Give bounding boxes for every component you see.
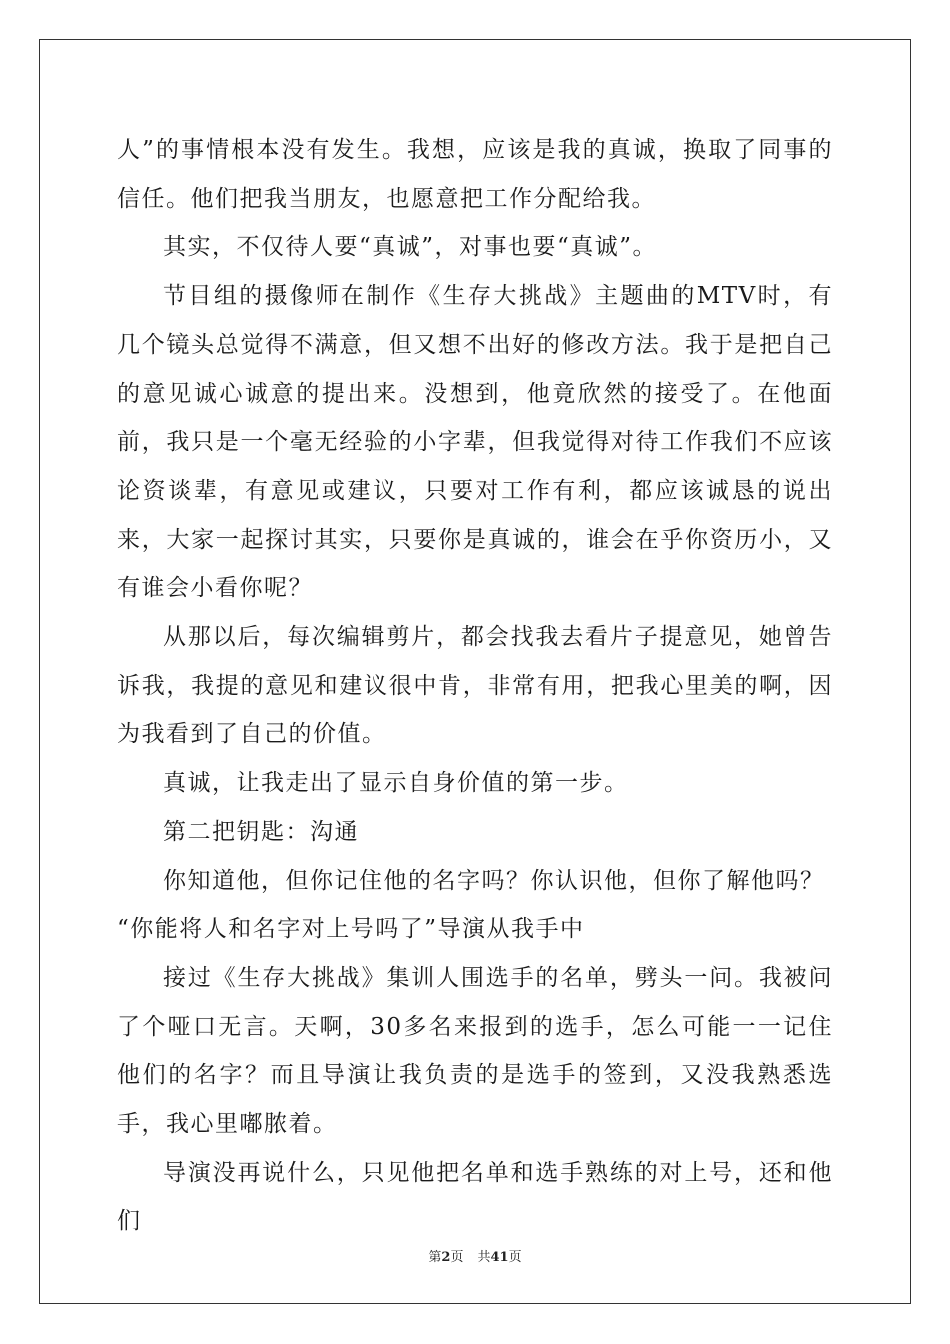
paragraph: 接过《生存大挑战》集训人围选手的名单，劈头一问。我被问了个哑口无言。天啊，30多名来报到的选手，怎么可能一一记住他们的名字？而且导演让我负责的是选手的签到，又没我熟悉选手，我心里嘟脓着。 [117,964,833,1138]
section-heading: 第二把钥匙：沟通 [163,818,359,845]
paragraph: 节目组的摄像师在制作《生存大挑战》主题曲的MTV时，有几个镜头总觉得不满意，但又想不出好的修改方法。我于是把自己的意见诚心诚意的提出来。没想到，他竟欣然的接受了。在他面前，我只是一个毫无经验的小字辈，但我觉得对待工作我们不应该论资谈辈，有意见或建议，只要对工作有利，都应该诚恳的说出来，大家一起探讨其实，只要你是真诚的，谁会在乎你资历小，又有谁会小看你呢？ [117,283,833,602]
page-suffix: 页 [450,1250,464,1265]
page-footer [0,1246,950,1265]
paragraph: 导演没再说什么，只见他把名单和选手熟练的对上号，还和他们 [117,1159,833,1235]
paragraph: 从那以后，每次编辑剪片，都会找我去看片子提意见，她曾告诉我，我提的意见和建议很中肯，非常有用，把我心里美的啊，因为我看到了自己的价值。 [117,624,833,748]
body-text [117,126,833,1246]
paragraph: 人”的事情根本没有发生。我想，应该是我的真诚，换取了同事的信任。他们把我当朋友，也愿意把工作分配给我。 [117,137,833,212]
paragraph: 其实，不仅待人要“真诚”，对事也要“真诚”。 [163,234,658,261]
paragraph: 你知道他，但你记住他的名字吗？你认识他，但你了解他吗？ [163,867,825,894]
total-page-count: 41 [490,1250,509,1265]
page-prefix: 第 [428,1250,442,1265]
total-prefix: 共 [477,1250,491,1265]
current-page-number: 2 [441,1250,451,1265]
paragraph: “你能将人和名字对上号吗了”导演从我手中 [117,916,585,943]
total-suffix: 页 [508,1250,522,1265]
paragraph: 真诚，让我走出了显示自身价值的第一步。 [163,770,629,797]
